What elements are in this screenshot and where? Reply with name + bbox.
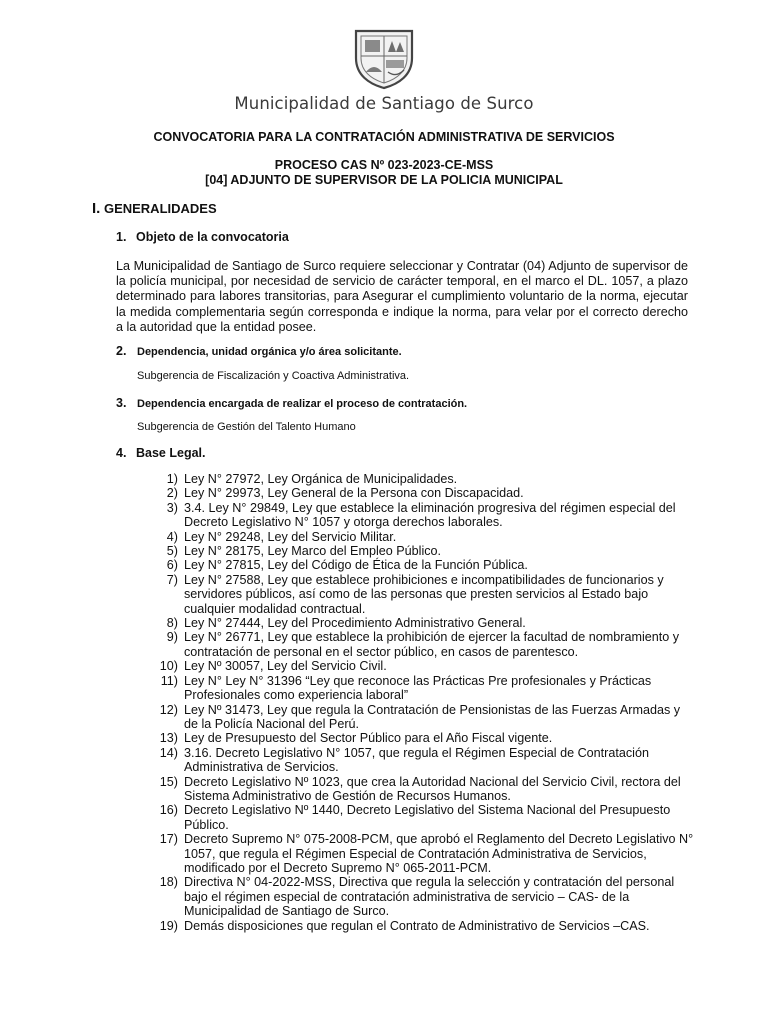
list-item	[150, 746, 695, 775]
list-item	[150, 803, 695, 832]
item-number: 9)	[166, 630, 178, 645]
letterhead	[0, 28, 768, 113]
item-number: 13)	[159, 731, 178, 746]
list-item	[150, 875, 695, 918]
list-item	[150, 630, 695, 659]
subsection-title: Dependencia, unidad orgánica y/o área solicitante.	[137, 346, 402, 358]
subsection-number: 3.	[116, 396, 127, 410]
list-item	[150, 775, 695, 804]
list-item	[150, 674, 695, 703]
item-number: 7)	[166, 572, 178, 587]
subsection-number: 1.	[116, 230, 127, 244]
item-number: 2)	[166, 486, 178, 501]
requesting-unit: Subgerencia de Fiscalización y Coactiva Administrativa.	[137, 370, 410, 382]
list-item	[150, 659, 695, 673]
item-text: Directiva N° 04-2022-MSS, Directiva que regula la selección y contratación del personal bajo el régimen especial de contratación administrativa de servicio – CAS- de la Municipalidad de Santiago de Surco.	[184, 875, 675, 919]
item-text: Ley N° 27815, Ley del Código de Ética de la Función Pública.	[184, 558, 528, 573]
item-number: 11)	[160, 673, 178, 688]
subsection-heading	[116, 344, 402, 358]
coat-of-arms-icon	[352, 28, 416, 90]
subsection-title: Objeto de la convocatoria	[136, 230, 289, 244]
item-number: 8)	[166, 616, 178, 631]
item-number: 5)	[166, 544, 178, 559]
item-text: Ley de Presupuesto del Sector Público para el Año Fiscal vigente.	[184, 731, 553, 746]
item-number: 4)	[166, 529, 178, 544]
item-text: Ley N° 26771, Ley que establece la prohibición de ejercer la facultad de nombramiento y contratación de personal en el sector público, en casos de parentesco.	[184, 630, 680, 659]
item-text: Ley N° 29973, Ley General de la Persona con Discapacidad.	[184, 486, 524, 501]
subsection-title: Dependencia encargada de realizar el proceso de contratación.	[137, 398, 468, 410]
subsection-title: Base Legal.	[136, 446, 206, 460]
item-number: 3)	[166, 500, 178, 515]
item-number: 10)	[159, 659, 178, 674]
item-number: 18)	[159, 875, 178, 890]
item-text: Ley N° 27444, Ley del Procedimiento Administrativo General.	[184, 616, 526, 631]
responsible-unit: Subgerencia de Gestión del Talento Humano	[137, 421, 356, 433]
process-code: PROCESO CAS Nº 023-2023-CE-MSS	[274, 158, 494, 172]
item-text: Ley Nº 31473, Ley que regula la Contratación de Pensionistas de las Fuerzas Armadas y de la Policía Nacional del Perú.	[184, 702, 681, 731]
item-number: 15)	[159, 774, 178, 789]
organization-name: Municipalidad de Santiago de Surco	[234, 94, 534, 113]
list-item	[150, 486, 695, 500]
item-text: Ley N° 27588, Ley que establece prohibiciones e incompatibilidades de funcionarios y servidores públicos, así como de las personas que presten servicios al Estado bajo cualquier modalidad contractual.	[184, 572, 664, 616]
subsection-heading	[116, 396, 467, 410]
item-number: 14)	[159, 745, 178, 760]
list-item	[150, 501, 695, 530]
item-text: Decreto Legislativo Nº 1023, que crea la Autoridad Nacional del Servicio Civil, rectora del Sistema Administrativo de Gestión de Recursos Humanos.	[184, 774, 681, 803]
list-item	[150, 472, 695, 486]
legal-base-list	[150, 472, 695, 933]
subsection-number: 4.	[116, 446, 127, 460]
list-item	[150, 573, 695, 616]
item-number: 17)	[159, 832, 178, 847]
objective-paragraph: La Municipalidad de Santiago de Surco requiere seleccionar y Contratar (04) Adjunto de supervisor de la policía municipal, por necesidad de servicio de carácter temporal, en el marco el DL. 1057, a plazo determinado para labores transitorias, para Asegurar el cumplimiento voluntario de la norma, ejecutar la medida complementaria según corresponda e indique la norma, para velar por el correcto derecho a la autoridad que la entidad posee.	[116, 259, 688, 334]
item-text: Demás disposiciones que regulan el Contrato de Administrativo de Servicios –CAS.	[184, 918, 650, 933]
list-item	[150, 530, 695, 544]
item-text: Ley N° 29248, Ley del Servicio Militar.	[184, 529, 397, 544]
item-text: Ley N° Ley N° 31396 “Ley que reconoce las Prácticas Pre profesionales y Prácticas Profesionales como experiencia laboral”	[184, 673, 652, 703]
document-title: CONVOCATORIA PARA LA CONTRATACIÓN ADMINISTRATIVA DE SERVICIOS	[153, 130, 615, 144]
list-item	[150, 558, 695, 572]
position-title: [04] ADJUNTO DE SUPERVISOR DE LA POLICIA MUNICIPAL	[205, 173, 563, 187]
list-item	[150, 544, 695, 558]
section-title: GENERALIDADES	[100, 201, 217, 216]
item-text: Ley Nº 30057, Ley del Servicio Civil.	[184, 659, 387, 674]
list-item	[150, 731, 695, 745]
item-number: 1)	[166, 472, 178, 486]
item-text: Decreto Supremo N° 075-2008-PCM, que aprobó el Reglamento del Decreto Legislativo N° 1057, que regula el Régimen Especial de Contratación Administrativa de Servicios, modificado por el Decreto Supremo N° 065-2011-PCM.	[184, 832, 694, 875]
list-item	[150, 703, 695, 732]
list-item	[150, 919, 695, 933]
item-number: 6)	[166, 558, 178, 573]
subsection-heading	[116, 230, 289, 244]
item-text: Decreto Legislativo Nº 1440, Decreto Legislativo del Sistema Nacional del Presupuesto Público.	[184, 803, 671, 832]
subsection-number: 2.	[116, 344, 127, 358]
item-number: 12)	[159, 702, 178, 717]
item-number: 19)	[159, 918, 178, 933]
item-text: Ley N° 27972, Ley Orgánica de Municipalidades.	[184, 472, 458, 486]
item-text: 3.16. Decreto Legislativo N° 1057, que regula el Régimen Especial de Contratación Administrativa de Servicios.	[184, 745, 649, 775]
item-text: Ley N° 28175, Ley Marco del Empleo Público.	[184, 544, 442, 559]
section-heading	[92, 200, 217, 217]
item-text: 3.4. Ley N° 29849, Ley que establece la eliminación progresiva del régimen especial del Decreto Legislativo N° 1057 y otorga derechos laborales.	[184, 500, 676, 530]
list-item	[150, 616, 695, 630]
list-item	[150, 832, 695, 875]
section-number: I.	[92, 200, 101, 217]
item-number: 16)	[159, 803, 178, 818]
subsection-heading	[116, 446, 205, 460]
